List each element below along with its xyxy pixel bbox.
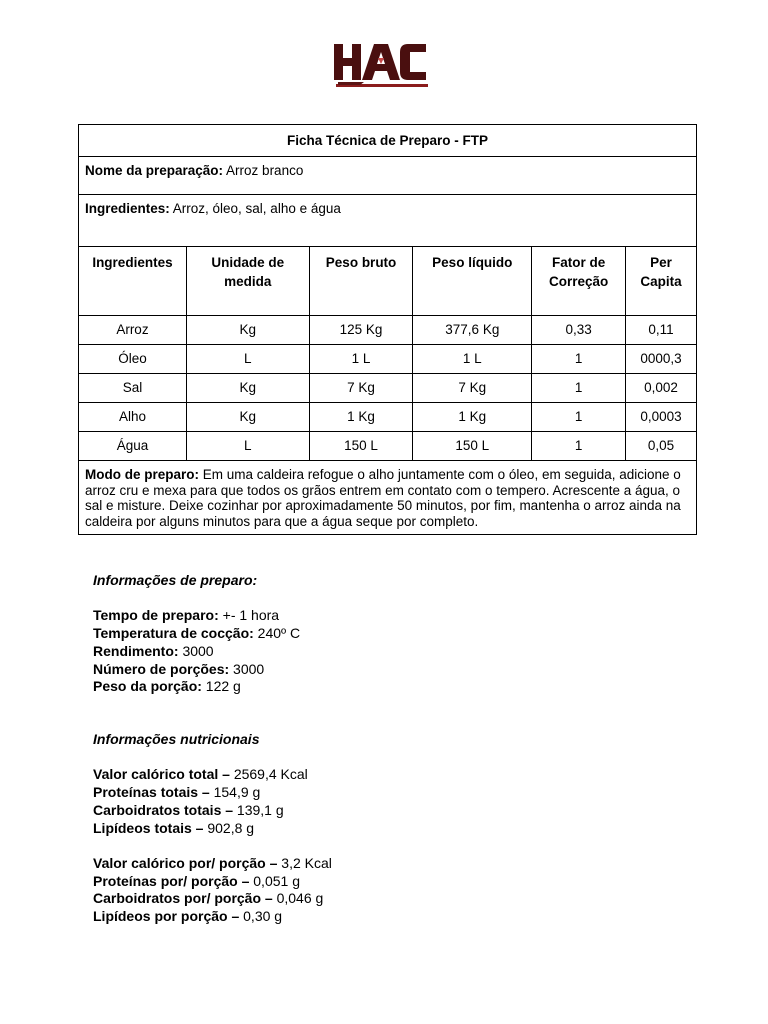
table-cell: 1 L	[309, 345, 413, 374]
hac-logo	[330, 40, 434, 92]
table-cell: 1 Kg	[413, 403, 532, 432]
table-cell: 0,002	[626, 374, 697, 403]
preparo-item: Peso da porção: 122 g	[93, 678, 241, 695]
nutri-heading: Informações nutricionais	[93, 731, 260, 747]
nutri-total-item: Valor calórico total – 2569,4 Kcal	[93, 766, 308, 783]
table-cell: Kg	[186, 316, 309, 345]
table-cell: L	[186, 432, 309, 461]
preparation-name-label: Nome da preparação:	[85, 163, 224, 178]
ingredients-value: Arroz, óleo, sal, alho e água	[169, 201, 341, 216]
table-title: Ficha Técnica de Preparo - FTP	[79, 125, 697, 157]
modo-de-preparo	[79, 461, 697, 535]
table-cell: Kg	[186, 403, 309, 432]
table-cell: Kg	[186, 374, 309, 403]
table-cell: 7 Kg	[413, 374, 532, 403]
table-cell: 150 L	[309, 432, 413, 461]
column-header: Peso bruto	[309, 247, 413, 316]
table-cell: 1	[532, 345, 626, 374]
nutri-total-item: Carboidratos totais – 139,1 g	[93, 801, 284, 818]
preparo-item: Temperatura de cocção: 240º C	[93, 625, 301, 642]
column-header: Peso líquido	[413, 247, 532, 316]
table-cell: Sal	[79, 374, 187, 403]
preparo-heading: Informações de preparo:	[93, 572, 258, 588]
nutri-porcao-item: Proteínas por/ porção – 0,051 g	[93, 872, 300, 889]
column-header: Fator de Correção	[532, 247, 626, 316]
table-cell: L	[186, 345, 309, 374]
nutri-porcao-item: Carboidratos por/ porção – 0,046 g	[93, 890, 324, 907]
informacoes-nutricionais	[93, 731, 332, 926]
nutri-total-item: Lipídeos totais – 902,8 g	[93, 819, 255, 836]
nutri-porcao-item: Valor calórico por/ porção – 3,2 Kcal	[93, 854, 332, 871]
table-cell: 0,11	[626, 316, 697, 345]
table-cell: 7 Kg	[309, 374, 413, 403]
table-row	[79, 432, 697, 461]
table-cell: 1	[532, 374, 626, 403]
table-cell: 1 Kg	[309, 403, 413, 432]
table-cell: 377,6 Kg	[413, 316, 532, 345]
table-cell: 1 L	[413, 345, 532, 374]
column-header: Per Capita	[626, 247, 697, 316]
modo-text: Em uma caldeira refogue o alho juntamente com o óleo, em seguida, adicione o arroz cru e mexa para que todos os grãos entrem em contato com o tempero. Acrescente a água, o sal e misture. Deixe cozinhar por aproximadamente 50 minutos, por fim, mantenha o arroz ainda na caldeira por alguns minutos para que a água seque por completo.	[85, 467, 681, 529]
table-row	[79, 345, 697, 374]
table-cell: 0,05	[626, 432, 697, 461]
table-row	[79, 316, 697, 345]
table-cell: 0,0003	[626, 403, 697, 432]
preparo-item: Número de porções: 3000	[93, 660, 265, 677]
modo-label: Modo de preparo:	[85, 467, 199, 482]
preparation-name	[79, 157, 697, 195]
table-cell: 0,33	[532, 316, 626, 345]
table-header-row	[79, 247, 697, 316]
table-cell: 1	[532, 432, 626, 461]
table-row	[79, 403, 697, 432]
table-cell: Alho	[79, 403, 187, 432]
informacoes-preparo	[93, 572, 300, 696]
column-header: Unidade de medida	[186, 247, 309, 316]
table-row	[79, 374, 697, 403]
table-cell: Água	[79, 432, 187, 461]
table-cell: 1	[532, 403, 626, 432]
preparation-name-value: Arroz branco	[223, 163, 304, 178]
table-cell: 125 Kg	[309, 316, 413, 345]
nutri-porcao-item: Lipídeos por porção – 0,30 g	[93, 908, 283, 924]
ficha-tecnica-table	[78, 124, 697, 535]
column-header: Ingredientes	[79, 247, 187, 316]
ingredients-label: Ingredientes:	[85, 201, 170, 216]
table-cell: Arroz	[79, 316, 187, 345]
ingredients-summary	[79, 195, 697, 247]
table-cell: 0000,3	[626, 345, 697, 374]
preparo-item: Tempo de preparo: +- 1 hora	[93, 607, 280, 624]
nutri-total-item: Proteínas totais – 154,9 g	[93, 784, 261, 801]
table-cell: Óleo	[79, 345, 187, 374]
table-cell: 150 L	[413, 432, 532, 461]
preparo-item: Rendimento: 3000	[93, 642, 214, 659]
